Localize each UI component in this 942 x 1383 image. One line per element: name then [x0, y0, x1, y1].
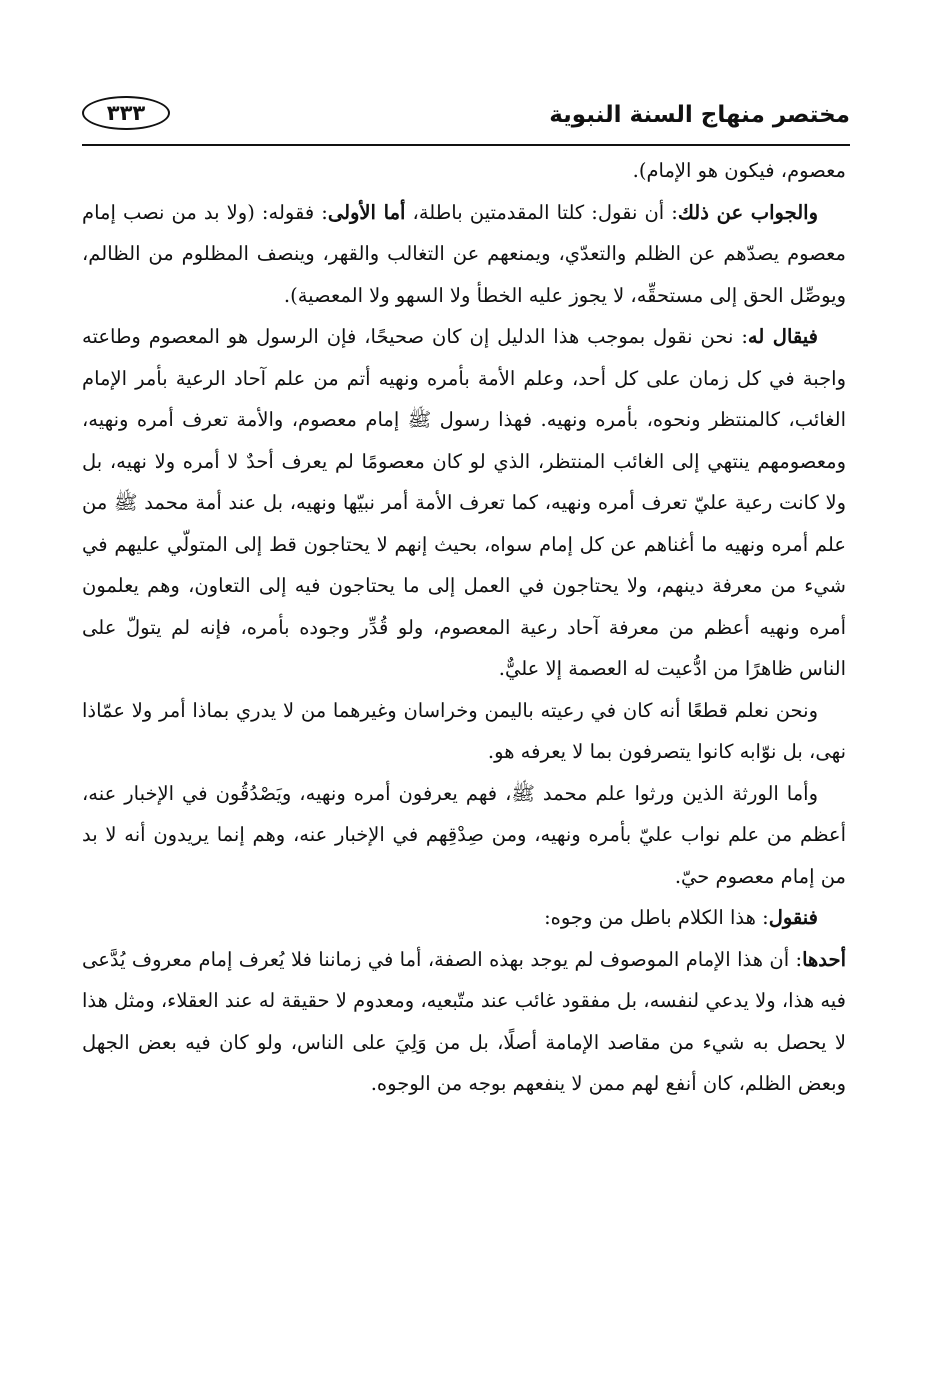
running-header [82, 96, 850, 142]
paragraph-text: وأما الورثة الذين ورثوا علم محمد ﷺ، فهم يعرفون أمره ونهيه، ويَصْدُقُون في الإخبار عنه، أعظم من علم نواب عليّ بأمره ونهيه، ومن صِدْقِهم في الإخبار عنه، وهم إنما يريدون أنه لا بد من إمام معصوم حيّ. [82, 781, 846, 888]
paragraph-text: معصوم، فيكون هو الإمام). [632, 159, 846, 182]
paragraph-6 [82, 897, 846, 939]
paragraph-text: : أن هذا الإمام الموصوف لم يوجد بهذه الصفة، أما في زماننا فلا يُعرف إمام معروف يُدَّعى فيه هذا، ولا يدعي لنفسه، بل مفقود غائب عند متّبعيه، ومعدوم لا حقيقة له عند العقلاء، ومثل هذا لا يحصل به شيء من مقاصد الإمامة أصلًا، بل من وَلِيَ على الناس، ولو كان فيه بعض الجهل وبعض الظلم، كان أنفع لهم ممن لا ينفعهم بوجه من الوجوه. [82, 947, 846, 1095]
page-number: ٣٣٣ [106, 101, 146, 125]
paragraph-lead: أحدها [802, 947, 846, 971]
header-rule [82, 144, 850, 146]
paragraph-text: : هذا الكلام باطل من وجوه: [544, 906, 769, 929]
paragraph-2 [82, 192, 846, 317]
paragraph-1 [82, 150, 846, 192]
paragraph-text: : أن نقول: كلتا المقدمتين باطلة، [405, 200, 678, 224]
paragraph-bold: أما الأولى [327, 200, 406, 224]
paragraph-lead: فنقول [768, 906, 818, 929]
book-title: مختصر منهاج السنة النبوية [549, 102, 850, 128]
paragraph-5 [82, 773, 846, 898]
paragraph-lead: والجواب عن ذلك [677, 200, 818, 224]
page-number-badge [82, 96, 170, 130]
paragraph-3 [82, 316, 846, 690]
paragraph-text: : فقوله: (ولا بد من نصب إمام معصوم يصدّهم عن الظلم والتعدّي، ويمنعهم عن التغالب والقهر، وينصف المظلوم من الظالم، ويوصِّل الحق إلى مستحقِّه، لا يجوز عليه الخطأ ولا السهو ولا المعصية). [82, 200, 846, 307]
text-body [82, 150, 846, 1105]
paragraph-lead: فيقال له [747, 325, 818, 348]
paragraph-7 [82, 939, 846, 1105]
paragraph-text: : نحن نقول بموجب هذا الدليل إن كان صحيحًا، فإن الرسول هو المعصوم وطاعته واجبة في كل زمان على كل أحد، وعلم الأمة بأمره ونهيه أتم من علم آحاد الرعية بأمر الإمام الغائب، كالمنتظر ونحوه، بأمره ونهيه. فهذا رسول ﷺ إمام معصوم، والأمة تعرف أمره ونهيه، ومعصومهم ينتهي إلى الغائب المنتظر، الذي لو كان معصومًا لم يعرف أحدٌ لا أمره ولا نهيه، بل ولا كانت رعية عليّ تعرف أمره ونهيه، كما تعرف الأمة أمر نبيّها ونهيه، بل عند أمة محمد ﷺ من علم أمره ونهيه ما أغناهم عن كل إمام سواه، بحيث إنهم لا يحتاجون قط إلى المتولّي عليهم في شيء من معرفة دينهم، ولا يحتاجون في العمل إلى ما يحتاجون فيه إلى التعاون، وهم يعلمون أمره ونهيه أعظم من معرفة آحاد رعية المعصوم، ولو قُدِّر وجوده بأمره، فإنه لم يتولّ على الناس ظاهرًا من ادُّعيت له العصمة إلا عليٌّ. [82, 325, 846, 680]
paragraph-4 [82, 690, 846, 773]
paragraph-text: ونحن نعلم قطعًا أنه كان في رعيته باليمن وخراسان وغيرهما من لا يدري بماذا أمر ولا عمّاذا نهى، بل نوّابه كانوا يتصرفون بما لا يعرفه هو. [82, 698, 846, 763]
